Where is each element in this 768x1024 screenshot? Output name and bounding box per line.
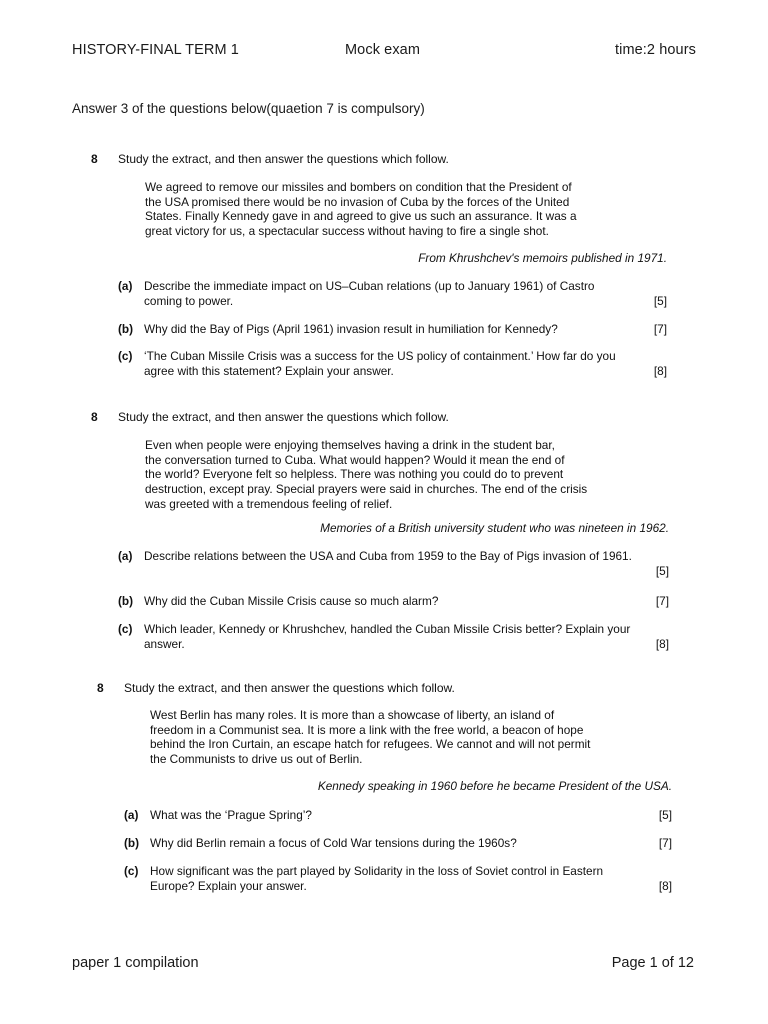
marks-allocation: [5] <box>653 293 667 308</box>
marks-allocation: [8] <box>653 363 667 378</box>
sub-question-text: What was the ‘Prague Spring’? <box>150 808 312 822</box>
source-extract <box>145 180 615 239</box>
sub-question-text: Europe? Explain your answer. <box>150 878 307 893</box>
sub-question <box>124 808 672 823</box>
sub-question-label: (c) <box>118 622 133 636</box>
sub-question-text: answer. <box>144 636 185 651</box>
question-intro: Study the extract, and then answer the questions which follow. <box>124 681 455 695</box>
question-number: 8 <box>97 681 104 695</box>
sub-question <box>118 349 667 378</box>
question-intro: Study the extract, and then answer the questions which follow. <box>118 410 449 424</box>
sub-question-text: agree with this statement? Explain your answer. <box>144 363 394 378</box>
extract-line: We agreed to remove our missiles and bombers on condition that the President of <box>145 180 572 194</box>
question-number: 8 <box>91 152 98 166</box>
footer-compilation: paper 1 compilation <box>72 955 199 971</box>
sub-question-text: coming to power. <box>144 293 234 308</box>
source-extract <box>150 708 620 767</box>
exam-instruction: Answer 3 of the questions below(quaetion 7 is compulsory) <box>72 101 425 116</box>
sub-question <box>118 322 667 337</box>
sub-question <box>118 594 669 609</box>
sub-question <box>118 549 669 578</box>
sub-question-text: Why did the Cuban Missile Crisis cause so much alarm? <box>144 594 439 608</box>
sub-question-text: Describe the immediate impact on US–Cuban relations (up to January 1961) of Castro <box>144 279 595 293</box>
sub-question-label: (c) <box>118 349 133 363</box>
question-number: 8 <box>91 410 98 424</box>
extract-line: West Berlin has many roles. It is more than a showcase of liberty, an island of <box>150 708 555 722</box>
footer-page-number: Page 1 of 12 <box>611 955 694 971</box>
sub-question-label: (b) <box>124 836 140 850</box>
marks-allocation: [8] <box>658 878 672 893</box>
extract-line: freedom in a Communist sea. It is more a link with the free world, a beacon of hope <box>150 722 584 737</box>
source-attribution: From Khrushchev's memoirs published in 1971. <box>418 251 667 265</box>
sub-question <box>118 622 669 651</box>
marks-allocation: [5] <box>655 563 669 578</box>
sub-question-text: Which leader, Kennedy or Khrushchev, handled the Cuban Missile Crisis better? Explain your <box>144 622 631 636</box>
marks-allocation: [7] <box>653 322 667 336</box>
extract-line: the conversation turned to Cuba. What would happen? Would it mean the end of <box>145 452 565 467</box>
sub-question-label: (b) <box>118 322 134 336</box>
source-extract <box>145 438 617 512</box>
source-attribution: Kennedy speaking in 1960 before he became President of the USA. <box>317 779 672 793</box>
extract-line: behind the Iron Curtain, an escape hatch for refugees. We cannot and will not permit <box>150 737 591 752</box>
header-duration: time:2 hours <box>615 42 696 58</box>
sub-question-text: ‘The Cuban Missile Crisis was a success for the US policy of containment.’ How far do you <box>144 349 616 363</box>
sub-question <box>124 864 672 893</box>
extract-line: destruction, except pray. Special prayers were said in churches. The end of the crisis <box>145 482 588 497</box>
sub-question-label: (b) <box>118 594 134 608</box>
source-attribution: Memories of a British university student who was nineteen in 1962. <box>320 521 669 535</box>
extract-line: the Communists to drive us out of Berlin. <box>150 752 363 767</box>
marks-allocation: [5] <box>658 808 672 822</box>
sub-question-label: (a) <box>118 549 133 563</box>
question-intro: Study the extract, and then answer the questions which follow. <box>118 152 449 166</box>
sub-question-text <box>144 564 669 579</box>
extract-line: the USA promised there would be no invasion of Cuba by the forces of the United <box>145 194 570 209</box>
extract-line: the world? Everyone felt so helpless. There was nothing you could do to prevent <box>145 467 564 482</box>
sub-question-text: Why did Berlin remain a focus of Cold War tensions during the 1960s? <box>150 836 517 850</box>
sub-question-label: (a) <box>124 808 139 822</box>
extract-line: States. Finally Kennedy gave in and agreed to give us such an assurance. It was a <box>145 209 577 224</box>
sub-question-label: (c) <box>124 864 139 878</box>
sub-question <box>118 279 667 308</box>
extract-line: great victory for us, a spectacular success without having to fire a single shot. <box>145 224 549 239</box>
sub-question-text: Why did the Bay of Pigs (April 1961) invasion result in humiliation for Kennedy? <box>144 322 558 336</box>
header-title: HISTORY-FINAL TERM 1 <box>72 42 239 58</box>
sub-question-text: Describe relations between the USA and Cuba from 1959 to the Bay of Pigs invasion of 1961. <box>144 549 632 563</box>
extract-line: Even when people were enjoying themselves having a drink in the student bar, <box>145 438 555 452</box>
sub-question-text: How significant was the part played by Solidarity in the loss of Soviet control in Eastern <box>150 864 604 878</box>
header-exam-type: Mock exam <box>345 42 421 58</box>
marks-allocation: [8] <box>655 636 669 651</box>
extract-line: was greeted with a tremendous feeling of relief. <box>145 496 393 511</box>
sub-question <box>124 836 672 851</box>
marks-allocation: [7] <box>655 594 669 608</box>
marks-allocation: [7] <box>658 836 672 850</box>
sub-question-label: (a) <box>118 279 133 293</box>
